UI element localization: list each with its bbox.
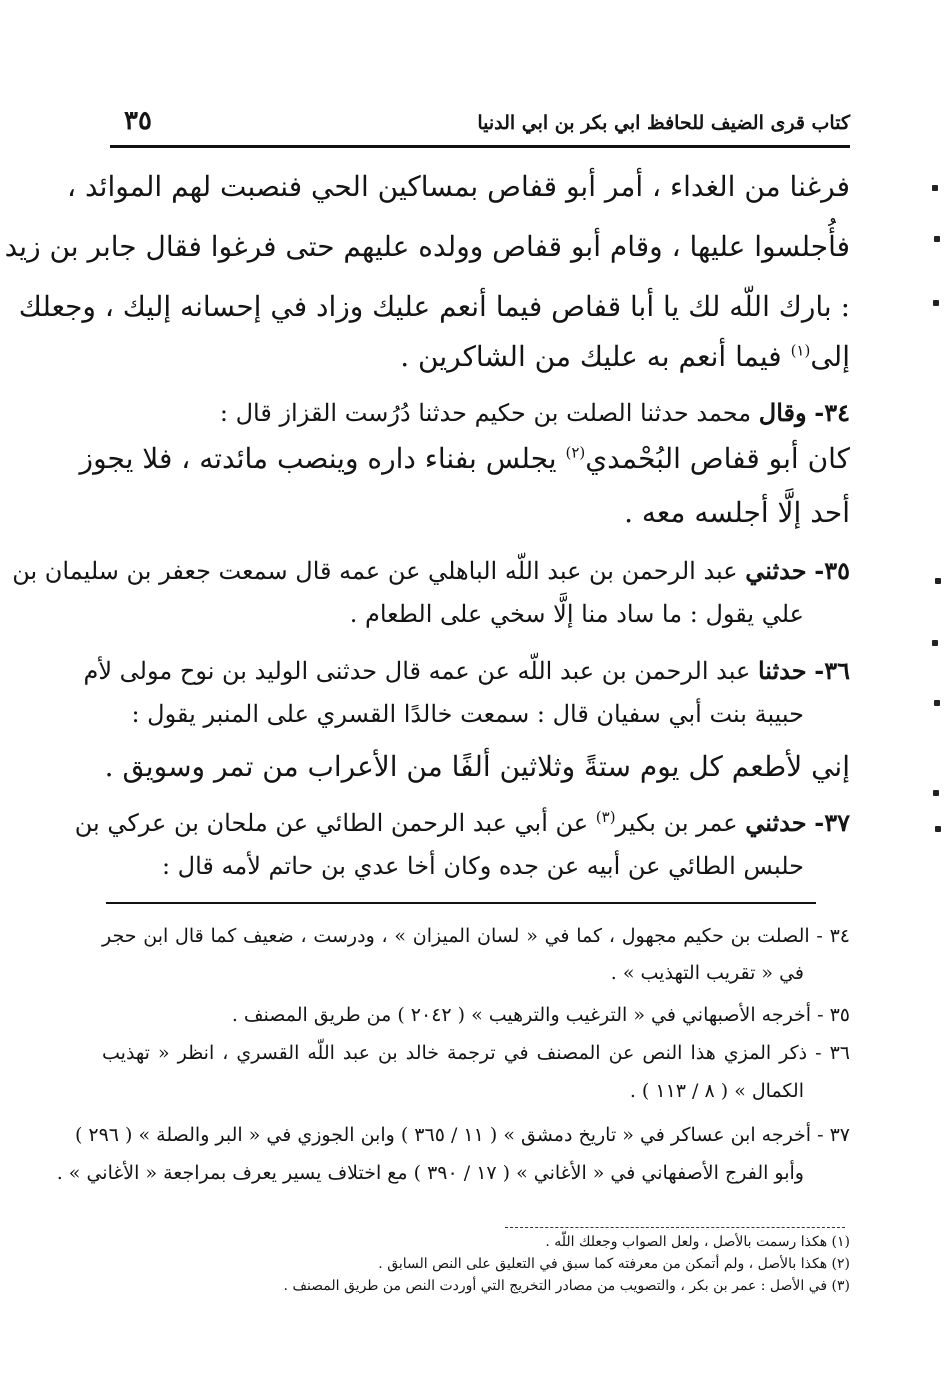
isnad-text: محمد حدثنا الصلت بن حكيم حدثنا دُرُست القزاز قال : — [219, 399, 752, 427]
notes-rule — [106, 902, 816, 904]
footnote-2: (٢) هكذا بالأصل ، ولم أتمكن من معرفته كما سبق في التعليق على النص السابق . — [378, 1256, 850, 1272]
scan-mark — [932, 185, 938, 191]
narration-36-isnad: حبيبة بنت أبي سفيان قال : سمعت خالدًا القسري على المنبر يقول : — [131, 700, 804, 728]
scan-mark — [935, 578, 941, 584]
footnote-3: (٣) في الأصل : عمر بن بكر ، والتصويب من مصادر التخريج التي أوردت النص من طريق المصنف . — [283, 1278, 850, 1294]
narration-35-isnad — [12, 556, 850, 585]
body-line — [102, 340, 850, 373]
note-34: ٣٤ - الصلت بن حكيم مجهول ، كما في « لسان الميزان » ، ودرست ، ضعيف كما قال ابن حجر — [102, 925, 850, 947]
narration-number: ٣٦- — [814, 656, 850, 685]
transmission-word: حدثنا — [757, 656, 807, 685]
narration-34-text: أحد إلَّا أجلسه معه . — [624, 496, 850, 529]
body-line: فرغنا من الغداء ، أمر أبو قفاص بمساكين الحي فنصبت لهم الموائد ، — [67, 170, 850, 203]
note-36: ٣٦ - ذكر المزي هذا النص عن المصنف في ترجمة خالد بن عبد اللّه القسري ، انظر « تهذيب — [102, 1042, 850, 1064]
body-text: إلى — [810, 340, 850, 373]
isnad-text: عبد الرحمن بن عبد اللّه عن عمه قال حدثنى الوليد بن نوح مولى لأم — [83, 657, 751, 685]
footnote-ref: (١) — [790, 341, 811, 360]
narration-37-isnad: حلبس الطائي عن أبيه عن جده وكان أخا عدي بن حاتم لأمه قال : — [161, 852, 804, 880]
narration-number: ٣٧- — [814, 808, 850, 837]
narration-36-text: إني لأطعم كل يوم ستةً وثلاثين ألفًا من الأعراب من تمر وسويق . — [104, 750, 850, 783]
narration-37-isnad: ٣٧- حدثني عمر بن بكير$^{(٣)}$ عن أبي عبد الرحمن الطائي عن ملحان بن عركي بن — [74, 808, 850, 837]
note-37: ٣٧ - أخرجه ابن عساكر في « تاريخ دمشق » ( ١١ / ٣٦٥ ) وابن الجوزي في « البر والصلة » ( ٢٩٦ ) — [74, 1124, 850, 1146]
note-35: ٣٥ - أخرجه الأصبهاني في « الترغيب والترهيب » ( ٢٠٤٢ ) من طريق المصنف . — [231, 1004, 850, 1026]
scan-mark — [934, 236, 940, 242]
narration-34-text: كان أبو قفاص البُحْمدي$^{(٢)}$ يجلس بفناء داره وينصب مائدته ، فلا يجوز — [79, 442, 850, 475]
footnote-ref: (٢) — [565, 443, 586, 462]
body-text: فيما أنعم به عليك من الشاكرين . — [400, 340, 782, 373]
scan-mark — [935, 826, 941, 832]
running-header — [110, 104, 850, 144]
narration-36-isnad — [83, 656, 850, 685]
narration-35-isnad: علي يقول : ما ساد منا إلَّا سخي على الطعام . — [349, 600, 804, 628]
narration-34-isnad — [102, 398, 850, 427]
narration-number: ٣٤- — [814, 398, 850, 427]
transmission-word: وقال — [758, 398, 807, 427]
note-37: وأبو الفرج الأصفهاني في « الأغاني » ( ١٧ / ٣٩٠ ) مع اختلاف يسير يعرف بمراجعة « الأغاني » . — [56, 1162, 804, 1184]
scan-mark — [933, 790, 939, 796]
footnote-ref: (٣) — [595, 808, 616, 826]
footnote-rule — [505, 1227, 845, 1228]
scan-mark — [932, 640, 938, 646]
body-line: : بارك اللّه لك يا أبا قفاص فيما أنعم عليك وزاد في إحسانه إليك ، وجعلك — [18, 290, 850, 323]
transmission-word: حدثني — [745, 808, 807, 837]
body-line: فأُجلسوا عليها ، وقام أبو قفاص وولده عليهم حتى فرغوا فقال جابر بن زيد — [4, 230, 850, 263]
header-rule — [110, 145, 850, 148]
note-36: الكمال » ( ٨ / ١١٣ ) . — [629, 1080, 804, 1102]
narration-number: ٣٥- — [814, 556, 850, 585]
page-number: ٣٥ — [124, 106, 152, 136]
scan-mark — [934, 700, 940, 706]
scan-mark — [933, 300, 939, 306]
note-34: في « تقريب التهذيب » . — [610, 962, 804, 984]
transmission-word: حدثني — [745, 556, 807, 585]
book-title: كتاب قرى الضيف للحافظ ابي بكر بن ابي الدنيا — [477, 112, 850, 134]
footnote-1: (١) هكذا رسمت بالأصل ، ولعل الصواب وجعلك اللّه . — [545, 1234, 850, 1250]
isnad-text: عبد الرحمن بن عبد اللّه الباهلي عن عمه قال سمعت جعفر بن سليمان بن — [12, 557, 738, 585]
